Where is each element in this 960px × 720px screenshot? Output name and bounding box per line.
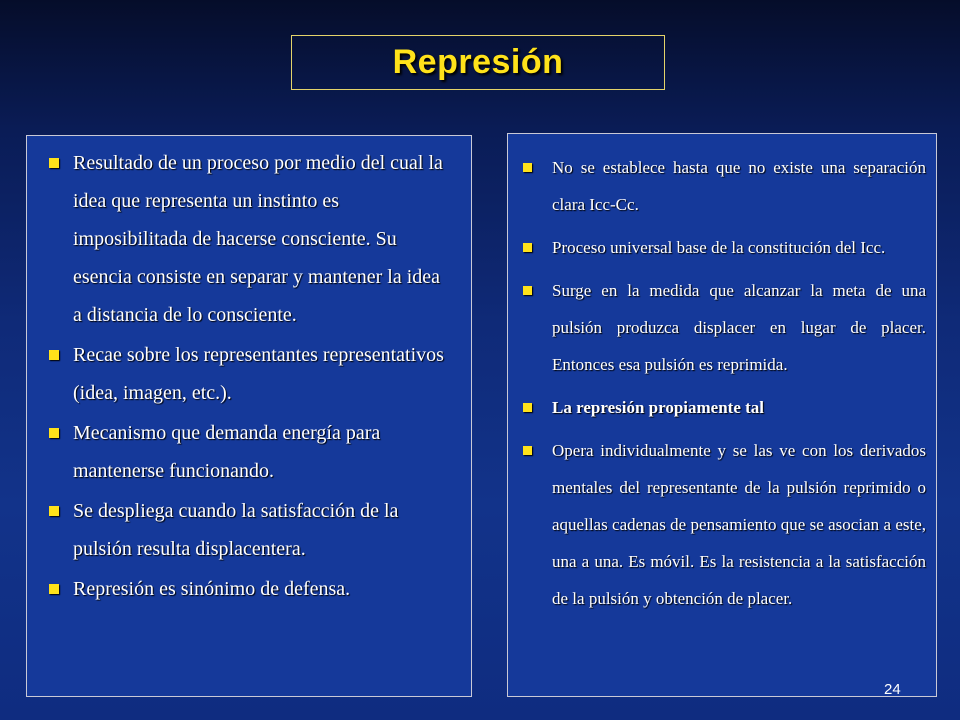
square-bullet-icon	[49, 158, 59, 168]
left-bullet-item	[41, 336, 453, 412]
left-bullet-item	[41, 570, 453, 608]
right-bullet-text: Opera individualmente y se las ve con los derivados mentales del representante de la pulsión reprimido o aquellas cadenas de pensamiento que se asocian a este, una a una. Es móvil. Es la resistencia a la satisfacción de la pulsión y obtención de placer.	[552, 441, 926, 608]
right-bullet-item	[514, 432, 926, 617]
title-box	[291, 35, 665, 90]
left-panel	[26, 135, 472, 697]
slide-title: Represión	[392, 43, 564, 81]
left-bullet-item	[41, 414, 453, 490]
right-bullet-item	[514, 272, 926, 383]
left-bullet-text: Mecanismo que demanda energía para mantenerse funcionando.	[73, 422, 381, 482]
left-bullet-list	[27, 136, 471, 608]
square-bullet-icon	[49, 350, 59, 360]
right-bullet-item-heading	[514, 389, 926, 426]
square-bullet-icon	[523, 403, 532, 412]
square-bullet-icon	[523, 286, 532, 295]
page-number: 24	[884, 681, 901, 698]
square-bullet-icon	[49, 584, 59, 594]
right-bullet-text: Surge en la medida que alcanzar la meta de una pulsión produzca displacer en lugar de placer. Entonces esa pulsión es reprimida.	[552, 281, 926, 374]
square-bullet-icon	[49, 506, 59, 516]
right-bullet-text: Proceso universal base de la constitución del Icc.	[552, 238, 886, 257]
left-bullet-text: Recae sobre los representantes representativos (idea, imagen, etc.).	[73, 344, 444, 404]
square-bullet-icon	[523, 243, 532, 252]
left-bullet-item	[41, 144, 453, 334]
left-bullet-item	[41, 492, 453, 568]
right-bullet-item	[514, 229, 926, 266]
right-bullet-text: No se establece hasta que no existe una separación clara Icc-Cc.	[552, 158, 926, 214]
left-bullet-text: Resultado de un proceso por medio del cual la idea que representa un instinto es imposibilitada de hacerse consciente. Su esencia consiste en separar y mantener la idea a distancia de lo consciente.	[73, 152, 443, 326]
square-bullet-icon	[523, 163, 532, 172]
left-bullet-text: Represión es sinónimo de defensa.	[73, 578, 351, 600]
left-bullet-text: Se despliega cuando la satisfacción de la pulsión resulta displacentera.	[73, 500, 399, 560]
right-panel	[507, 133, 937, 697]
square-bullet-icon	[49, 428, 59, 438]
right-bullet-item	[514, 149, 926, 223]
right-bullet-text: La represión propiamente tal	[552, 398, 765, 417]
right-bullet-list	[508, 134, 936, 617]
square-bullet-icon	[523, 446, 532, 455]
